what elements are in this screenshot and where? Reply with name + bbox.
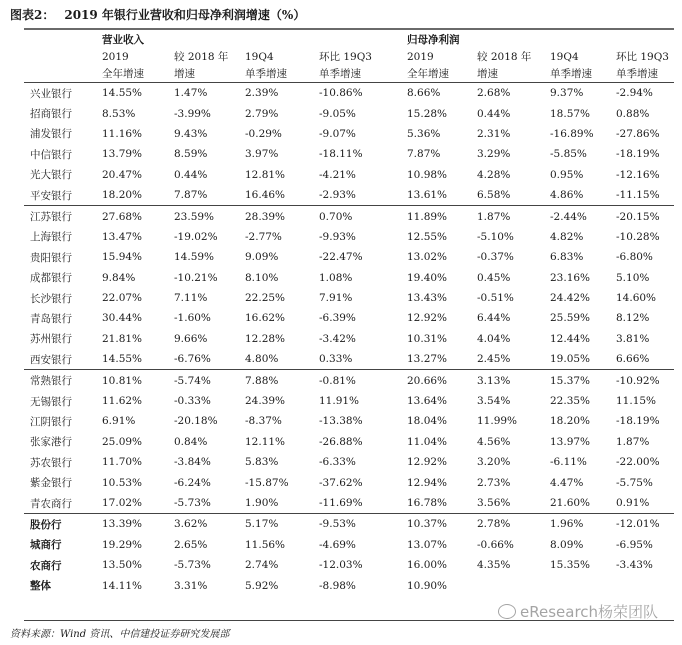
value-cell: 9.09% [245, 251, 279, 264]
figure-label: 图表2： [10, 8, 55, 22]
value-cell: -12.01% [612, 514, 674, 535]
value-cell: 7.88% [241, 370, 315, 391]
group-label-revenue: 营业收入 [102, 34, 144, 46]
value-cell: 16.78% [407, 497, 448, 509]
value-cell: 3.97% [245, 148, 279, 161]
value-cell: 7.91% [319, 292, 353, 305]
bank-name: 农商行 [30, 559, 62, 572]
value-cell: 4.56% [477, 435, 511, 448]
table-row [24, 432, 674, 452]
value-cell [612, 575, 674, 595]
column-header: 19Q4 [245, 50, 274, 63]
value-cell: 2.39% [245, 87, 279, 100]
value-cell: 22.35% [550, 395, 591, 408]
value-cell: 13.07% [407, 538, 448, 551]
figure-title-text: 2019 年银行业营收和归母净利润增速（%） [64, 8, 306, 22]
value-cell: -6.11% [550, 456, 587, 469]
column-header: 2019 [407, 50, 434, 63]
value-cell: 6.44% [477, 312, 511, 325]
value-cell: 5.83% [245, 456, 279, 469]
value-cell: -6.76% [174, 353, 211, 366]
value-cell: 15.37% [546, 370, 612, 391]
column-header: 较 2018 年 [477, 51, 532, 63]
table-row [24, 411, 674, 431]
value-cell: 7.87% [407, 148, 441, 161]
table-row [24, 535, 674, 555]
value-cell: 27.68% [98, 206, 170, 227]
value-cell: -5.74% [170, 370, 241, 391]
value-cell: -10.86% [319, 87, 363, 100]
table-row [24, 472, 674, 492]
value-cell: 5.10% [616, 271, 650, 284]
column-header: 19Q4 [550, 50, 579, 63]
value-cell: 4.35% [477, 559, 511, 572]
bank-name: 长沙银行 [30, 292, 72, 305]
value-cell: 25.09% [102, 435, 143, 448]
value-cell: -2.94% [616, 87, 653, 100]
value-cell: 18.04% [407, 415, 448, 428]
value-cell: 0.70% [315, 206, 403, 227]
value-cell: 8.09% [550, 538, 584, 551]
value-cell: 2.73% [477, 476, 511, 489]
value-cell: 2.79% [245, 107, 279, 120]
bank-name: 兴业银行 [30, 87, 72, 100]
value-cell: 28.39% [241, 206, 315, 227]
value-cell: -18.19% [616, 415, 660, 428]
column-header: 全年增速 [98, 65, 170, 83]
bank-name: 平安银行 [30, 189, 72, 202]
value-cell: -0.51% [477, 292, 514, 305]
column-header: 环比 19Q3 [616, 51, 669, 63]
value-cell: -26.88% [319, 435, 363, 448]
value-cell [473, 575, 546, 595]
column-header: 增速 [170, 65, 241, 83]
value-cell: 6.58% [477, 189, 511, 202]
value-cell: 2.31% [477, 127, 511, 140]
value-cell: 12.92% [407, 456, 448, 469]
group-label-net-profit: 归母净利润 [407, 34, 460, 46]
bank-name: 江苏银行 [24, 206, 98, 227]
bank-name: 贵阳银行 [30, 251, 72, 264]
value-cell: -8.37% [245, 415, 282, 428]
value-cell: 0.95% [550, 168, 584, 181]
value-cell: 0.45% [477, 271, 511, 284]
value-cell: 14.55% [102, 353, 143, 366]
value-cell: 11.99% [477, 415, 518, 428]
value-cell: 11.16% [102, 127, 143, 140]
value-cell: 20.66% [403, 370, 473, 391]
table-row [24, 165, 674, 185]
value-cell: 8.12% [616, 312, 650, 325]
value-cell: 16.62% [245, 312, 286, 325]
value-cell: -12.03% [319, 559, 363, 572]
column-header: 单季增速 [241, 65, 315, 83]
table-row [24, 308, 674, 328]
table-row [24, 288, 674, 308]
value-cell: -18.19% [616, 148, 660, 161]
value-cell: 10.31% [407, 332, 448, 345]
value-cell: 21.81% [102, 332, 143, 345]
value-cell: 7.11% [174, 292, 208, 305]
value-cell: -0.29% [245, 127, 282, 140]
value-cell: -2.44% [546, 206, 612, 227]
value-cell: -5.75% [616, 476, 653, 489]
value-cell: -3.84% [174, 456, 211, 469]
value-cell: 16.46% [245, 189, 286, 202]
header-row-2 [24, 65, 674, 83]
value-cell: -10.92% [612, 370, 674, 391]
value-cell: 15.94% [102, 251, 143, 264]
value-cell: 9.66% [174, 332, 208, 345]
value-cell: 11.56% [245, 538, 286, 551]
wechat-icon [498, 604, 516, 619]
value-cell: -6.24% [174, 476, 211, 489]
value-cell: 11.70% [102, 456, 143, 469]
bank-name: 城商行 [30, 539, 62, 552]
value-cell: 11.04% [407, 435, 448, 448]
value-cell: 3.81% [616, 332, 650, 345]
value-cell: -4.69% [319, 538, 356, 551]
value-cell: 6.66% [616, 353, 650, 366]
value-cell: -9.53% [315, 514, 403, 535]
value-cell: 4.04% [477, 332, 511, 345]
value-cell: -37.62% [319, 476, 363, 489]
group-header-row [24, 31, 674, 48]
column-header: 单季增速 [612, 65, 674, 83]
value-cell: 12.92% [407, 312, 448, 325]
value-cell: -9.07% [319, 127, 356, 140]
value-cell: 18.20% [550, 415, 591, 428]
value-cell: 10.37% [403, 514, 473, 535]
value-cell: -27.86% [616, 127, 660, 140]
value-cell: 0.91% [616, 497, 650, 509]
value-cell: 1.47% [174, 87, 208, 100]
value-cell: -6.33% [319, 456, 356, 469]
bank-name: 浦发银行 [30, 128, 72, 141]
value-cell: 1.96% [546, 514, 612, 535]
value-cell: -3.99% [174, 107, 211, 120]
value-cell: 12.81% [245, 168, 286, 181]
value-cell: 11.62% [102, 395, 143, 408]
watermark-text: eResearch杨荣团队 [520, 603, 659, 621]
value-cell: 2.68% [477, 87, 511, 100]
value-cell: 0.44% [174, 168, 208, 181]
value-cell: -0.81% [315, 370, 403, 391]
column-header: 单季增速 [315, 65, 403, 83]
value-cell: 19.29% [102, 538, 143, 551]
table-row [24, 493, 674, 514]
table-row [24, 247, 674, 267]
value-cell: -9.93% [319, 230, 356, 243]
value-cell: -0.33% [174, 395, 211, 408]
bank-name: 中信银行 [30, 148, 72, 161]
value-cell: -11.15% [616, 189, 660, 202]
value-cell: -0.66% [477, 538, 514, 551]
value-cell: 3.54% [477, 395, 511, 408]
value-cell: -18.11% [319, 148, 363, 161]
value-cell: 24.42% [550, 292, 591, 305]
value-cell: 10.81% [98, 370, 170, 391]
value-cell: 14.60% [616, 292, 657, 305]
bank-name: 上海银行 [30, 231, 72, 244]
value-cell: -5.73% [174, 559, 211, 572]
value-cell: 5.17% [241, 514, 315, 535]
value-cell: 5.92% [245, 579, 279, 592]
value-cell: 9.43% [174, 127, 208, 140]
bank-name: 苏州银行 [30, 333, 72, 346]
value-cell: 4.47% [550, 476, 584, 489]
table-row [24, 349, 674, 370]
value-cell: 14.59% [174, 251, 215, 264]
bank-name: 股份行 [24, 514, 98, 535]
value-cell: 8.59% [174, 148, 208, 161]
value-cell: -2.93% [319, 189, 356, 202]
value-cell: 23.16% [550, 271, 591, 284]
value-cell: -3.43% [616, 559, 653, 572]
value-cell: 3.20% [477, 456, 511, 469]
value-cell: -5.85% [550, 148, 587, 161]
value-cell: -1.60% [174, 312, 211, 325]
value-cell: 4.28% [477, 168, 511, 181]
column-header: 环比 19Q3 [319, 51, 372, 63]
value-cell: 20.47% [102, 168, 143, 181]
value-cell: 12.94% [407, 476, 448, 489]
value-cell: 13.27% [407, 353, 448, 366]
value-cell: 1.90% [245, 497, 279, 509]
value-cell: -11.69% [319, 497, 363, 509]
value-cell: 14.55% [102, 87, 143, 100]
table-row [24, 391, 674, 411]
bank-name: 江阴银行 [30, 415, 72, 428]
column-header: 增速 [473, 65, 546, 83]
value-cell: 6.83% [550, 251, 584, 264]
value-cell: 23.59% [170, 206, 241, 227]
bank-name: 苏农银行 [30, 456, 72, 469]
value-cell [546, 575, 612, 595]
value-cell: 12.44% [550, 332, 591, 345]
column-header: 较 2018 年 [174, 51, 229, 63]
value-cell: 2.65% [174, 538, 208, 551]
value-cell: 8.10% [245, 271, 279, 284]
value-cell: 13.39% [98, 514, 170, 535]
value-cell: -6.95% [616, 538, 653, 551]
bank-name: 紫金银行 [30, 477, 72, 490]
value-cell: 15.35% [550, 559, 591, 572]
value-cell: -4.21% [319, 168, 356, 181]
value-cell: 10.53% [102, 476, 143, 489]
value-cell: 9.37% [550, 87, 584, 100]
bank-name: 常熟银行 [24, 370, 98, 391]
value-cell: 22.25% [245, 292, 286, 305]
top-rule [24, 28, 674, 30]
value-cell: 1.08% [319, 271, 353, 284]
value-cell: 17.02% [102, 497, 143, 509]
value-cell: 2.45% [477, 353, 511, 366]
value-cell: -6.80% [616, 251, 653, 264]
value-cell: -22.47% [319, 251, 363, 264]
value-cell: 11.91% [319, 395, 360, 408]
bank-name: 成都银行 [30, 272, 72, 285]
table-row [24, 370, 674, 391]
value-cell: 6.91% [102, 415, 136, 428]
value-cell: -8.98% [319, 579, 356, 592]
value-cell: 12.55% [407, 230, 448, 243]
bank-name: 招商银行 [30, 108, 72, 121]
value-cell: 15.28% [407, 107, 448, 120]
table-row [24, 268, 674, 288]
value-cell: 1.87% [473, 206, 546, 227]
value-cell: 25.59% [550, 312, 591, 325]
value-cell: 22.07% [102, 292, 143, 305]
column-header: 单季增速 [546, 65, 612, 83]
table-row [24, 185, 674, 206]
column-header: 全年增速 [403, 65, 473, 83]
value-cell: 19.05% [550, 353, 591, 366]
value-cell: 3.29% [477, 148, 511, 161]
value-cell: 19.40% [407, 271, 448, 284]
value-cell: 0.84% [174, 435, 208, 448]
value-cell: 8.66% [407, 87, 441, 100]
value-cell: 3.62% [170, 514, 241, 535]
watermark [498, 601, 658, 622]
value-cell: 3.31% [174, 579, 208, 592]
value-cell: 0.44% [477, 107, 511, 120]
table-row [24, 103, 674, 123]
value-cell: 13.47% [102, 230, 143, 243]
figure-title [10, 6, 305, 23]
value-cell: -2.77% [245, 230, 282, 243]
value-cell: -22.00% [616, 456, 660, 469]
value-cell: -5.10% [477, 230, 514, 243]
corner-cell [24, 31, 98, 48]
bank-name: 青岛银行 [30, 312, 72, 325]
value-cell: 13.64% [407, 395, 448, 408]
table-body [24, 31, 674, 596]
value-cell: 10.98% [407, 168, 448, 181]
value-cell: 7.87% [174, 189, 208, 202]
value-cell: 21.60% [550, 497, 591, 509]
value-cell: -16.89% [550, 127, 594, 140]
value-cell: 2.78% [473, 514, 546, 535]
value-cell: 16.00% [407, 559, 448, 572]
bank-name: 整体 [30, 580, 51, 593]
value-cell: 13.02% [407, 251, 448, 264]
value-cell: 14.11% [102, 579, 143, 592]
value-cell: 5.36% [407, 127, 441, 140]
value-cell: 13.43% [407, 292, 448, 305]
value-cell: -20.18% [174, 415, 218, 428]
value-cell: 12.28% [245, 332, 286, 345]
value-cell: 30.44% [102, 312, 143, 325]
table-row [24, 144, 674, 164]
value-cell: 2.74% [245, 559, 279, 572]
value-cell: 8.53% [102, 107, 136, 120]
bank-name: 无锡银行 [30, 395, 72, 408]
value-cell: 12.11% [245, 435, 286, 448]
table-row [24, 124, 674, 144]
value-cell: 18.20% [102, 189, 143, 202]
value-cell: 13.97% [550, 435, 591, 448]
column-header: 2019 [102, 50, 129, 63]
value-cell: 9.84% [102, 271, 136, 284]
value-cell: 3.56% [477, 497, 511, 509]
value-cell: -13.38% [319, 415, 363, 428]
value-cell: 13.50% [102, 559, 143, 572]
value-cell: 4.86% [550, 189, 584, 202]
value-cell: -3.42% [319, 332, 356, 345]
value-cell: -9.05% [319, 107, 356, 120]
source-note: 资料来源：Wind 资讯、中信建投证券研究发展部 [10, 629, 230, 640]
table-row [24, 514, 674, 535]
bank-name: 光大银行 [30, 169, 72, 182]
header-row-1 [24, 48, 674, 65]
value-cell: 11.89% [403, 206, 473, 227]
value-cell: 11.15% [616, 395, 657, 408]
value-cell: 13.61% [407, 189, 448, 202]
value-cell: 0.88% [616, 107, 650, 120]
value-cell: 1.87% [616, 435, 650, 448]
table-row [24, 83, 674, 104]
bank-name: 张家港行 [30, 436, 72, 449]
table-row [24, 555, 674, 575]
table-row [24, 575, 674, 595]
value-cell: -5.73% [174, 497, 211, 509]
value-cell: 4.82% [550, 230, 584, 243]
value-cell: -19.02% [174, 230, 218, 243]
value-cell: 10.90% [407, 579, 448, 592]
value-cell: 24.39% [245, 395, 286, 408]
table-row [24, 452, 674, 472]
table-row [24, 329, 674, 349]
bank-name: 西安银行 [30, 353, 72, 366]
value-cell: 18.57% [550, 107, 591, 120]
value-cell: -6.39% [319, 312, 356, 325]
value-cell: 4.80% [245, 353, 279, 366]
value-cell: 3.13% [473, 370, 546, 391]
table-row [24, 227, 674, 247]
value-cell: -0.37% [477, 251, 514, 264]
growth-table [24, 31, 674, 596]
value-cell: -12.16% [616, 168, 660, 181]
value-cell: -10.21% [174, 271, 218, 284]
value-cell: -10.28% [616, 230, 660, 243]
table-row [24, 206, 674, 227]
value-cell: -15.87% [245, 476, 289, 489]
value-cell: -20.15% [612, 206, 674, 227]
value-cell: 13.79% [102, 148, 143, 161]
bank-name: 青农商行 [30, 497, 72, 510]
value-cell: 0.33% [319, 353, 353, 366]
